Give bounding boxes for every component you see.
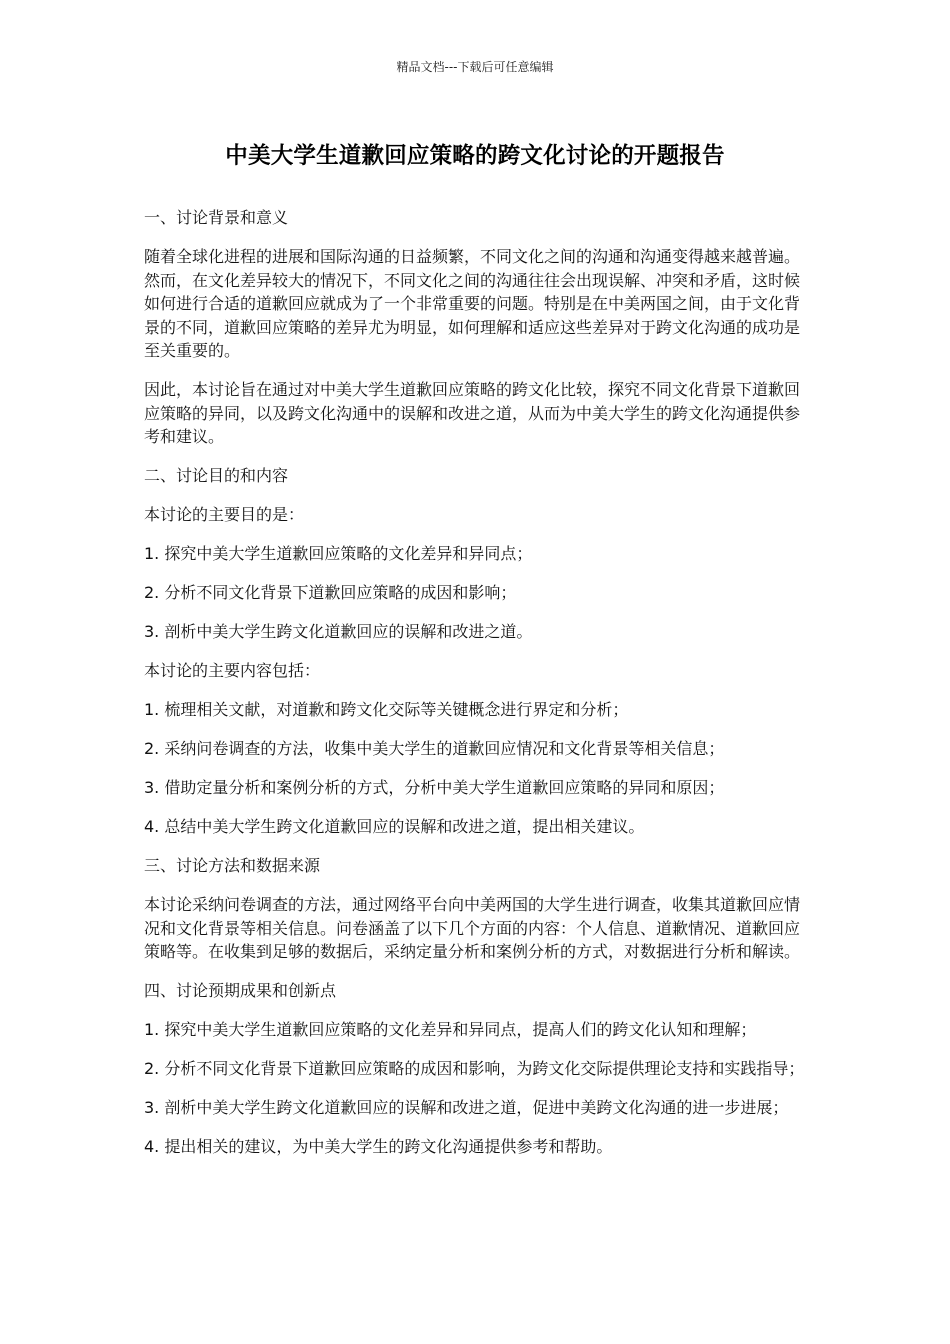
list-item: 1. 探究中美大学生道歉回应策略的文化差异和异同点，提高人们的跨文化认知和理解； — [144, 1020, 757, 1039]
section-heading: 一、讨论背景和意义 — [144, 208, 289, 227]
section-heading: 三、讨论方法和数据来源 — [144, 856, 321, 875]
list-item: 1. 梳理相关文献，对道歉和跨文化交际等关键概念进行界定和分析； — [144, 700, 629, 719]
list-item: 4. 提出相关的建议，为中美大学生的跨文化沟通提供参考和帮助。 — [144, 1137, 613, 1156]
body-paragraph: 本讨论采纳问卷调查的方法，通过网络平台向中美两国的大学生进行调查，收集其道歉回应情况和文化背景等相关信息。问卷涵盖了以下几个方面的内容：个人信息、道歉情况、道歉回应策略等。在收集到足够的数据后，采纳定量分析和案例分析的方式，对数据进行分析和解读。 — [144, 895, 801, 961]
section-heading: 二、讨论目的和内容 — [144, 466, 289, 485]
page-header-note: 精品文档---下载后可任意编辑 — [396, 60, 554, 74]
document-title: 中美大学生道歉回应策略的跨文化讨论的开题报告 — [225, 143, 725, 169]
body-paragraph: 随着全球化进程的进展和国际沟通的日益频繁，不同文化之间的沟通和沟通变得越来越普遍。然而，在文化差异较大的情况下，不同文化之间的沟通往往会出现误解、冲突和矛盾，这时候如何进行合适的道歉回应就成为了一个非常重要的问题。特别是在中美两国之间，由于文化背景的不同，道歉回应策略的差异尤为明显，如何理解和适应这些差异对于跨文化沟通的成功是至关重要的。 — [144, 247, 801, 360]
list-item: 2. 分析不同文化背景下道歉回应策略的成因和影响； — [144, 583, 517, 602]
list-item: 2. 分析不同文化背景下道歉回应策略的成因和影响，为跨文化交际提供理论支持和实践指导； — [144, 1059, 805, 1078]
body-paragraph: 本讨论的主要目的是： — [144, 505, 305, 524]
list-item: 3. 剖析中美大学生跨文化道歉回应的误解和改进之道。 — [144, 622, 533, 641]
list-item: 1. 探究中美大学生道歉回应策略的文化差异和异同点； — [144, 544, 533, 563]
section-heading: 四、讨论预期成果和创新点 — [144, 981, 337, 1000]
list-item: 4. 总结中美大学生跨文化道歉回应的误解和改进之道，提出相关建议。 — [144, 817, 645, 836]
list-item: 3. 借助定量分析和案例分析的方式，分析中美大学生道歉回应策略的异同和原因； — [144, 778, 725, 797]
list-item: 2. 采纳问卷调查的方法，收集中美大学生的道歉回应情况和文化背景等相关信息； — [144, 739, 725, 758]
body-paragraph: 本讨论的主要内容包括： — [144, 661, 321, 680]
body-paragraph: 因此，本讨论旨在通过对中美大学生道歉回应策略的跨文化比较，探究不同文化背景下道歉回应策略的异同，以及跨文化沟通中的误解和改进之道，从而为中美大学生的跨文化沟通提供参考和建议。 — [144, 380, 801, 446]
list-item: 3. 剖析中美大学生跨文化道歉回应的误解和改进之道，促进中美跨文化沟通的进一步进展； — [144, 1098, 789, 1117]
document-body — [144, 206, 812, 1174]
